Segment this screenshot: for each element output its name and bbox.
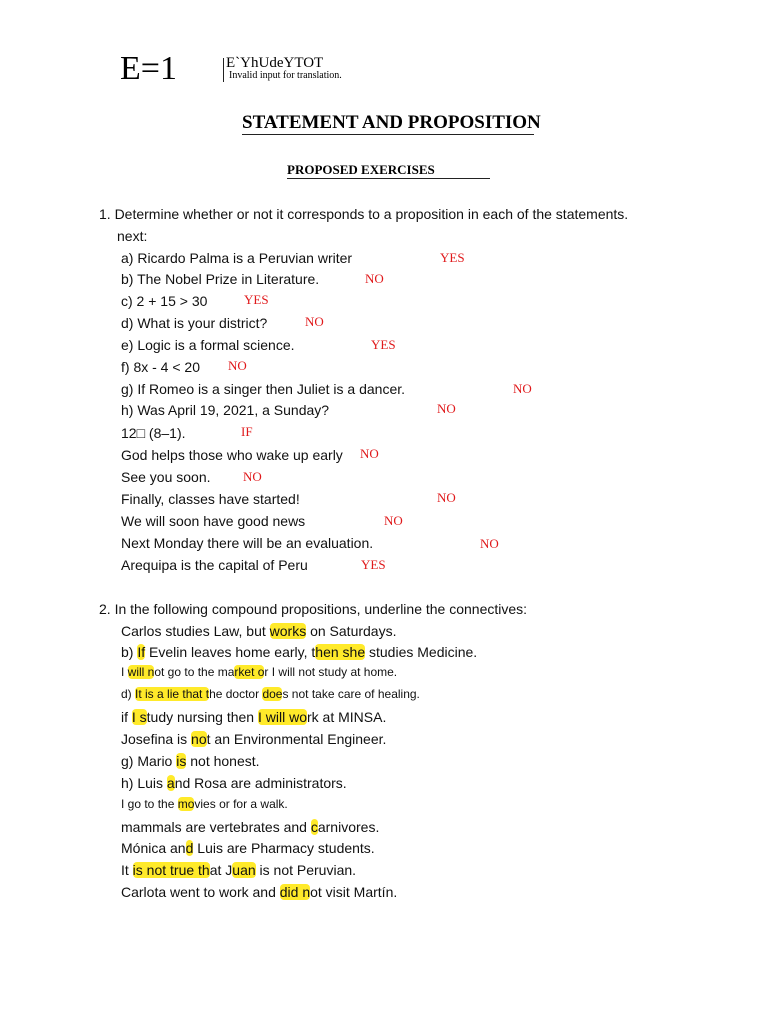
q1-item: c) 2 + 15 > 30	[121, 293, 208, 309]
q2-highlight: hen she	[315, 644, 366, 660]
q1-answer: NO	[360, 446, 379, 461]
q2-text: rk at MINSA.	[306, 709, 387, 725]
q1-prompt: 1. Determine whether or not it corresponds to a proposition in each of the statements.	[99, 206, 629, 222]
q2-text: if	[121, 709, 132, 725]
q2-text: arnivores.	[317, 819, 380, 835]
q1-item: Arequipa is the capital of Peru	[121, 557, 308, 573]
q2-text: t an Environmental Engineer.	[206, 731, 387, 747]
q2-text: ot visit Martín.	[310, 884, 398, 900]
q2-text: I go to the	[121, 797, 178, 811]
q1-item: 12□ (8–1).	[121, 425, 186, 441]
q2-line	[121, 840, 375, 856]
q2-highlight: is not true th	[132, 862, 210, 878]
q1-answer: NO	[480, 536, 499, 551]
q2-text: ot go to the ma	[154, 665, 235, 679]
q2-highlight: d	[185, 840, 194, 856]
q1-answer: YES	[361, 557, 386, 572]
q2-text: is not Peruvian.	[255, 862, 357, 878]
page-subtitle: PROPOSED EXERCISES	[287, 162, 435, 177]
q2-highlight: works	[269, 623, 307, 639]
q2-highlight: no	[191, 731, 207, 747]
q2-text: studies Medicine.	[365, 644, 478, 660]
q2-text: d)	[121, 687, 136, 701]
page-code: E=1	[120, 50, 177, 87]
q2-text: nd Rosa are administrators.	[174, 775, 347, 791]
q2-text: s not take care of healing.	[282, 687, 420, 701]
q2-highlight: c	[310, 819, 318, 835]
q2-highlight: It is a lie that t	[135, 687, 210, 701]
q2-text: not honest.	[186, 753, 260, 769]
q2-line	[121, 862, 356, 878]
q2-text: It	[121, 862, 133, 878]
q2-text: h) Luis	[121, 775, 167, 791]
q2-highlight: a	[166, 775, 175, 791]
q1-answer: NO	[513, 381, 532, 396]
q1-answer: NO	[384, 513, 403, 528]
q2-line	[121, 797, 288, 811]
q1-answer: YES	[440, 250, 465, 265]
q2-text: Mónica an	[121, 840, 186, 856]
q1-answer: NO	[228, 358, 247, 373]
q2-line	[121, 731, 386, 747]
q2-text: he doctor	[209, 687, 263, 701]
title-underline	[242, 134, 534, 135]
q1-item: b) The Nobel Prize in Literature.	[121, 271, 320, 287]
q1-item: Next Monday there will be an evaluation.	[121, 535, 374, 551]
q2-highlight: uan	[232, 862, 256, 878]
q2-line	[121, 644, 477, 660]
q2-line	[121, 665, 397, 679]
q2-text: vies or for a walk.	[194, 797, 288, 811]
header-divider	[223, 58, 224, 82]
q2-text: Evelin leaves home early, t	[145, 644, 316, 660]
q1-answer: YES	[371, 337, 396, 352]
q1-item: God helps those who wake up early	[121, 447, 343, 463]
q2-line	[121, 819, 379, 835]
q1-answer: NO	[365, 271, 384, 286]
q2-line	[121, 753, 260, 769]
q1-item: Finally, classes have started!	[121, 491, 300, 507]
q2-text: r I will not study at home.	[264, 665, 398, 679]
q2-text: I	[121, 665, 128, 679]
q2-highlight: I will wo	[257, 709, 307, 725]
q1-answer: IF	[241, 424, 253, 439]
q2-line	[121, 709, 386, 725]
q1-item: f) 8x - 4 < 20	[121, 359, 200, 375]
q2-highlight: I s	[131, 709, 147, 725]
q1-item: a) Ricardo Palma is a Peruvian writer	[121, 250, 353, 266]
q2-highlight: rket o	[234, 665, 265, 679]
q1-item: e) Logic is a formal science.	[121, 337, 295, 353]
subtitle-underline	[287, 178, 490, 179]
q2-text: Luis are Pharmacy students.	[193, 840, 375, 856]
q2-text: Josefina is	[121, 731, 192, 747]
q2-highlight: did n	[279, 884, 311, 900]
q2-text: b)	[121, 644, 138, 660]
q2-prompt: 2. In the following compound propositions, underline the connectives:	[99, 601, 528, 617]
header-garbled-text: E`YhUdeYTOT	[226, 55, 324, 71]
q1-item: h) Was April 19, 2021, a Sunday?	[121, 402, 330, 418]
q2-line	[121, 775, 347, 791]
q2-highlight: doe	[262, 687, 283, 701]
q1-item: We will soon have good news	[121, 513, 306, 529]
q2-text: Carlota went to work and	[121, 884, 280, 900]
q2-text: at J	[209, 862, 233, 878]
page-title: STATEMENT AND PROPOSITION	[242, 112, 541, 133]
q2-text: tudy nursing then	[146, 709, 258, 725]
q1-answer: YES	[244, 292, 269, 307]
q1-item: d) What is your district?	[121, 315, 268, 331]
translation-note: Invalid input for translation.	[229, 70, 342, 81]
q1-answer: NO	[305, 314, 324, 329]
q2-highlight: is	[176, 753, 187, 769]
q1-item: g) If Romeo is a singer then Juliet is a dancer.	[121, 381, 406, 397]
q2-text: mammals are vertebrates and	[121, 819, 311, 835]
q2-line	[121, 884, 397, 900]
q2-highlight: mo	[177, 797, 195, 811]
q1-item: See you soon.	[121, 469, 211, 485]
q1-answer: NO	[437, 490, 456, 505]
q2-highlight: will n	[127, 665, 155, 679]
q1-prompt-continued: next:	[117, 228, 148, 244]
q1-answer: NO	[243, 469, 262, 484]
q2-highlight: If	[137, 644, 146, 660]
q2-line	[121, 623, 396, 639]
q2-text: Carlos studies Law, but	[121, 623, 270, 639]
q1-answer: NO	[437, 401, 456, 416]
q2-line	[121, 687, 420, 701]
q2-text: on Saturdays.	[306, 623, 397, 639]
q2-text: g) Mario	[121, 753, 177, 769]
